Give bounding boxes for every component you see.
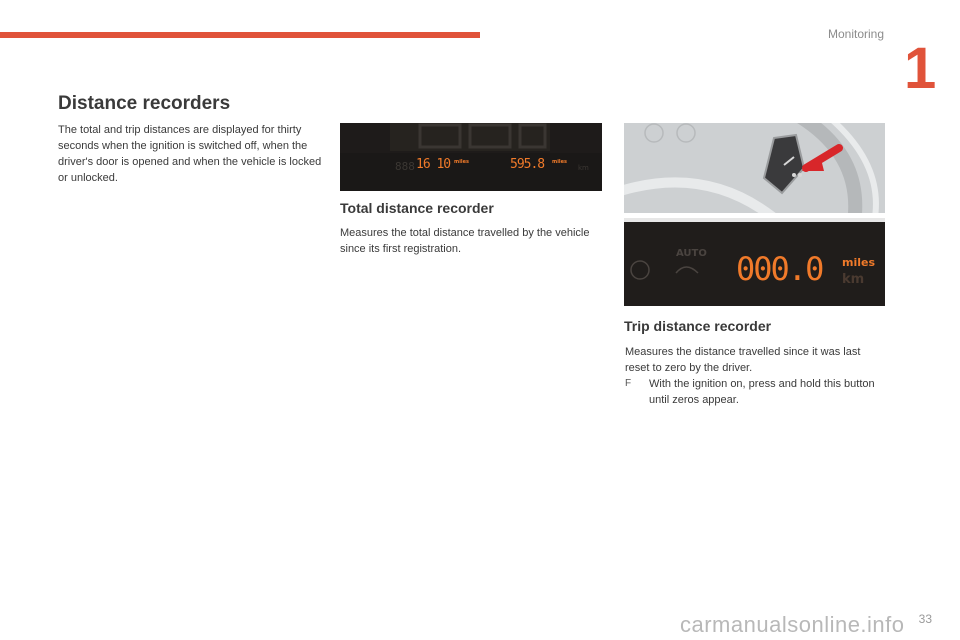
- reset-button-photo: [624, 123, 885, 213]
- intro-paragraph: The total and trip distances are displayed for thirty seconds when the ignition is switched off, when the driver's door is opened and when the vehicle is locked or unlocked.: [58, 124, 322, 184]
- watermark: carmanualsonline.info: [680, 612, 905, 637]
- total-heading: Total distance recorder: [340, 200, 494, 216]
- step-text: With the ignition on, press and hold this button until zeros appear.: [649, 378, 875, 406]
- svg-text:km: km: [578, 164, 589, 172]
- total-lcd-left: 16 10: [416, 157, 451, 172]
- page-number: 33: [918, 612, 932, 626]
- page-title: Distance recorders: [58, 93, 231, 114]
- step-bullet-icon: F: [625, 378, 632, 389]
- trip-paragraph: Measures the distance travelled since it was last reset to zero by the driver.: [625, 346, 861, 374]
- trip-lcd-unit-km: km: [842, 272, 865, 287]
- total-lcd-right: 595.8: [510, 157, 545, 172]
- chapter-number: 1: [904, 36, 937, 101]
- total-lcd-left-unit: miles: [454, 159, 470, 165]
- trip-auto-label: AUTO: [676, 248, 707, 259]
- total-paragraph: Measures the total distance travelled by the vehicle since its first registration.: [340, 227, 590, 255]
- trip-step: [625, 376, 880, 408]
- trip-distance-photo: [624, 218, 885, 306]
- svg-text:888: 888: [395, 160, 415, 173]
- trip-lcd-unit-miles: miles: [842, 256, 876, 269]
- section-label: Monitoring: [827, 27, 884, 41]
- top-accent-bar: [0, 32, 480, 38]
- trip-lcd-value: 000.0: [736, 250, 823, 288]
- trip-heading: Trip distance recorder: [624, 318, 772, 334]
- total-lcd-right-unit: miles: [552, 159, 568, 165]
- total-distance-photo: [340, 123, 602, 191]
